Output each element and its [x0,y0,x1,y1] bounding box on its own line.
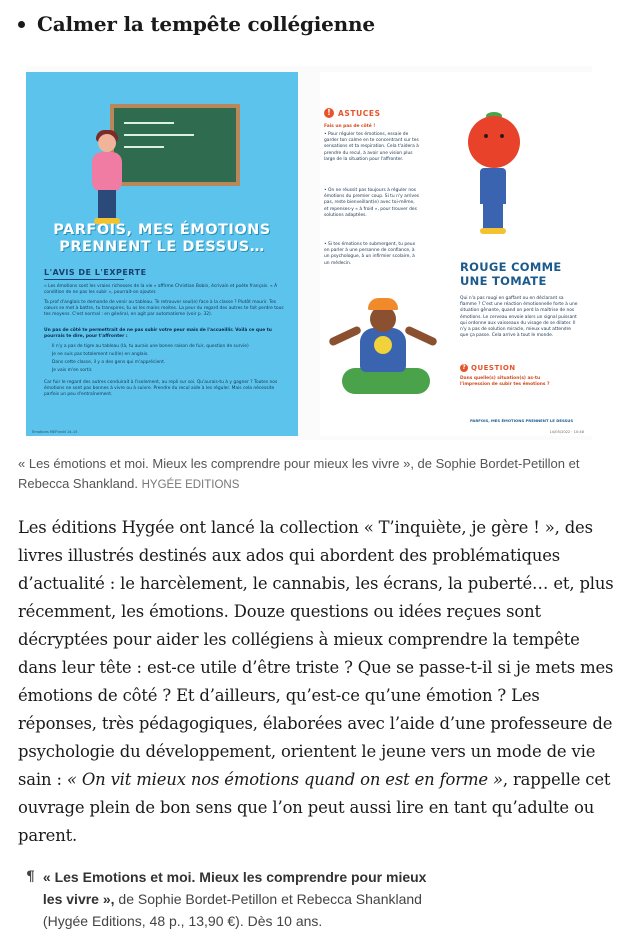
alert-icon: ! [324,108,334,118]
tips-subtitle: Fais un pas de côté ! [324,124,376,129]
section-heading [18,12,375,36]
right-page [320,72,592,436]
chalk-line [124,146,164,148]
student-illustration [88,134,126,224]
sun-icon [374,336,392,354]
question-label: QUESTION [471,364,516,372]
caption-text: « Les émotions et moi. Mieux les comprendre pour mieux les vivre », de Sophie Bordet-Petillon et Rebecca Shankland. [18,456,580,491]
book-spread-image [26,66,592,440]
chalk-line [124,134,194,136]
list-item: Dans cette classe, il y a des gens qui m'apprécient. [52,360,166,365]
closing-paragraph: Car fuir le regard des autres conduirait à l'isolement, au repli sur soi. Qu'aurais-tu à y gagner ? Toutes nos émotions ne sont pas bonnes à vivre ou à suivre. Prendre du recul aide à les réguler. Mais cela nécessite parfois un peu d'entraînement. [44,380,278,398]
tip-text: • Si tes émotions te submergent, tu peux en parler à une personne de confiance, à un psychologue, à un infirmier scolaire, à un médecin. [324,242,416,266]
book-details: de Sophie Bordet-Petillon et Rebecca Shankland (Hygée Editions, 48 p., 13,90 €). Dès 10 ans. [42,891,422,929]
list-item: Je ne suis pas totalement nul(le) en anglais. [52,352,149,357]
cap [368,298,398,310]
bullet-icon [18,21,25,28]
page-footer: Émotions MEP.indd 14-15 [32,430,78,434]
article-paragraph [18,514,622,850]
tomato-eyes [480,134,508,140]
photo-credit: HYGÉE EDITIONS [141,479,240,491]
divider [44,279,124,280]
list-item: Je vais m'en sortir. [52,368,93,373]
expert-title: L'AVIS DE L'EXPERTE [44,268,147,277]
chalkboard-illustration [110,104,240,186]
rouge-text: Qui n'a pas rougi en gaffant ou en déclarant sa flamme ? C'est une réaction émotionnelle forte à une situation gênante, quand on perd la maîtrise de nos émotions. Le cerveau envoie alors un signal puissant qui ordonne aux vaisseaux du visage de se dilater. Il n'y a pas de solution miracle, mieux vaut attendre que ça passe. Cela arrive à tout le monde. [460,296,578,339]
shoes [480,228,506,234]
arm [328,325,362,347]
article-text: Les éditions Hygée ont lancé la collection « T’inquiète, je gère ! », des livres illustrés destinés aux ados qui abordent des problématiques d’actualité : le harcèlement, le cannabis, les écrans, la puberté… et, plus récemment, les émotions. Douze questions ou idées reçues sont décryptées pour aider les collégiens à mieux comprendre la tempête dans leur tête : est-ce utile d’être triste ? Que se passe-t-il si je mets mes émotions de côté ? Et d’ailleurs, qu’est-ce qu’une émotion ? Les réponses, très pédagogiques, élaborées avec l’aide d’une professeure de psychologie du développement, orientent le jeune vers un mode de vie sain : [18,518,614,789]
list-item: Il n'y a pas de tigre au tableau (là, tu aurais une bonne raison de fuir, question de survie) [52,344,249,349]
overalls [480,168,506,204]
rouge-title: ROUGE COMME UNE TOMATE [460,260,562,288]
article-quote: « On vit mieux nos émotions quand on est en forme » [66,770,503,789]
page-footer: 14/05/2022 · 10:48 [549,430,584,434]
tips-header [324,108,381,118]
chalk-line [124,122,174,124]
image-caption [18,454,622,495]
left-page [26,72,298,436]
pilcrow-icon: ¶ [26,869,35,885]
question-header [460,364,516,372]
expert-paragraph: « Les émotions sont les vraies richesses de la vie » affirme Christian Bobin, écrivain et poète français. « À condition de ne pas les subir », pourrait-on ajouter. [44,284,278,296]
tip-text: • Pour réguler tes émotions, essaie de garder ton calme en te concentrant sur tes sensations et ta respiration. Cela t'aidera à prendre du recul, à avoir une vision plus large de la situation pour l'affronter. [324,132,419,162]
section-title: Calmer la tempête collégienne [37,12,375,36]
tips-label: ASTUCES [338,108,381,118]
article-text: , rappelle cet ouvrage plein de bon sens que l’on peut aussi lire en tant qu’adulte ou parent. [18,770,611,845]
tomato-character-illustration [468,116,520,168]
question-text: Dans quelle(s) situation(s) as-tu l'impression de subir tes émotions ? [460,376,550,388]
book-title: « Les Emotions et moi. Mieux les comprendre pour mieux les vivre », [42,869,427,907]
expert-bold-paragraph: Un pas de côté te permettrait de ne pas subir votre peur mais de l'accueillir. Voilà ce que tu pourrais te dire, pour t'affronter : [44,328,272,340]
question-icon: ? [460,364,468,372]
arm [404,325,438,347]
left-page-title: PARFOIS, MES ÉMOTIONS PRENNENT LE DESSUS… [53,222,271,255]
book-reference-text [43,866,446,932]
book-reference [26,866,446,932]
expert-paragraph: Ta prof d'anglais te demande de venir au tableau. Te retrouver seul(e) face à la classe ? Plutôt mourir. Tes cœurs se met à battre, tu transpires, tu as les mains moites. La peur du regard des autres te fait perdre tous tes moyens. C'est normal : en général, en agit par automatisme (voir p. 32). [44,300,284,318]
running-footer: PARFOIS, MES ÉMOTIONS PRENNENT LE DESSUS [470,418,574,423]
tip-text: • On ne réussit pas toujours à réguler nos émotions du premier coup. Si tu n'y arrives pas, reste bienveillant(e) avec toi-même, et repenses-y « à froid », pour trouver des solutions adaptées. [324,188,420,218]
legs [483,202,503,230]
